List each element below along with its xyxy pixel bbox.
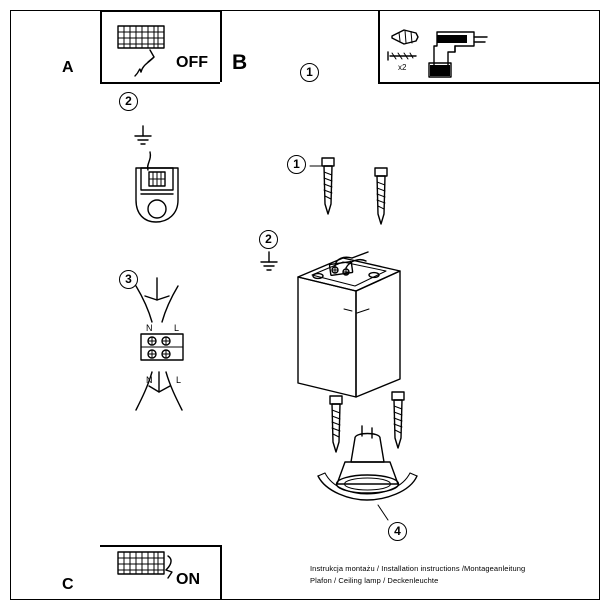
bulb-retaining-screw-right (392, 392, 404, 448)
switch-state-off-label: OFF (176, 54, 208, 71)
leader-line-bulb (378, 505, 388, 520)
switch-state-on-label: ON (176, 571, 200, 588)
drill-icon (429, 32, 487, 77)
step-number-4-bulb: 4 (388, 522, 407, 541)
terminal-label-n-bottom: N (146, 375, 153, 385)
wall-switch-off-icon (118, 26, 164, 76)
screw-icon (388, 52, 416, 72)
panel-letter-b: B (232, 51, 248, 74)
step-number-1-screws: 1 (287, 155, 306, 174)
plug-quantity-label: x2 (398, 63, 407, 72)
cube-ceiling-lamp-icon (298, 252, 400, 397)
mounting-screw-right (375, 168, 387, 224)
wall-plug-icon (392, 30, 418, 44)
bulb-retaining-screw-left (330, 396, 342, 452)
mounting-screw-left (322, 158, 334, 214)
footer-line-2: Plafon / Ceiling lamp / Deckenleuchte (310, 576, 439, 585)
step-number-1-tools: 1 (300, 63, 319, 82)
terminal-label-l-top: L (174, 323, 180, 333)
step-number-3-left: 3 (119, 270, 138, 289)
terminal-label-n-top: N (146, 323, 153, 333)
wall-switch-on-icon (118, 552, 172, 578)
panel-letter-a: A (62, 59, 74, 76)
junction-box-earth-icon (135, 126, 178, 222)
step-number-2-wiring: 2 (259, 230, 278, 249)
terminal-label-l-bottom: L (176, 375, 182, 385)
footer-line-1: Instrukcja montażu / Installation instructions /Montageanleitung (310, 564, 526, 573)
earth-symbol-main (261, 252, 277, 270)
step-number-2-left: 2 (119, 92, 138, 111)
panel-letter-c: C (62, 576, 74, 593)
terminal-block-icon (136, 278, 183, 410)
